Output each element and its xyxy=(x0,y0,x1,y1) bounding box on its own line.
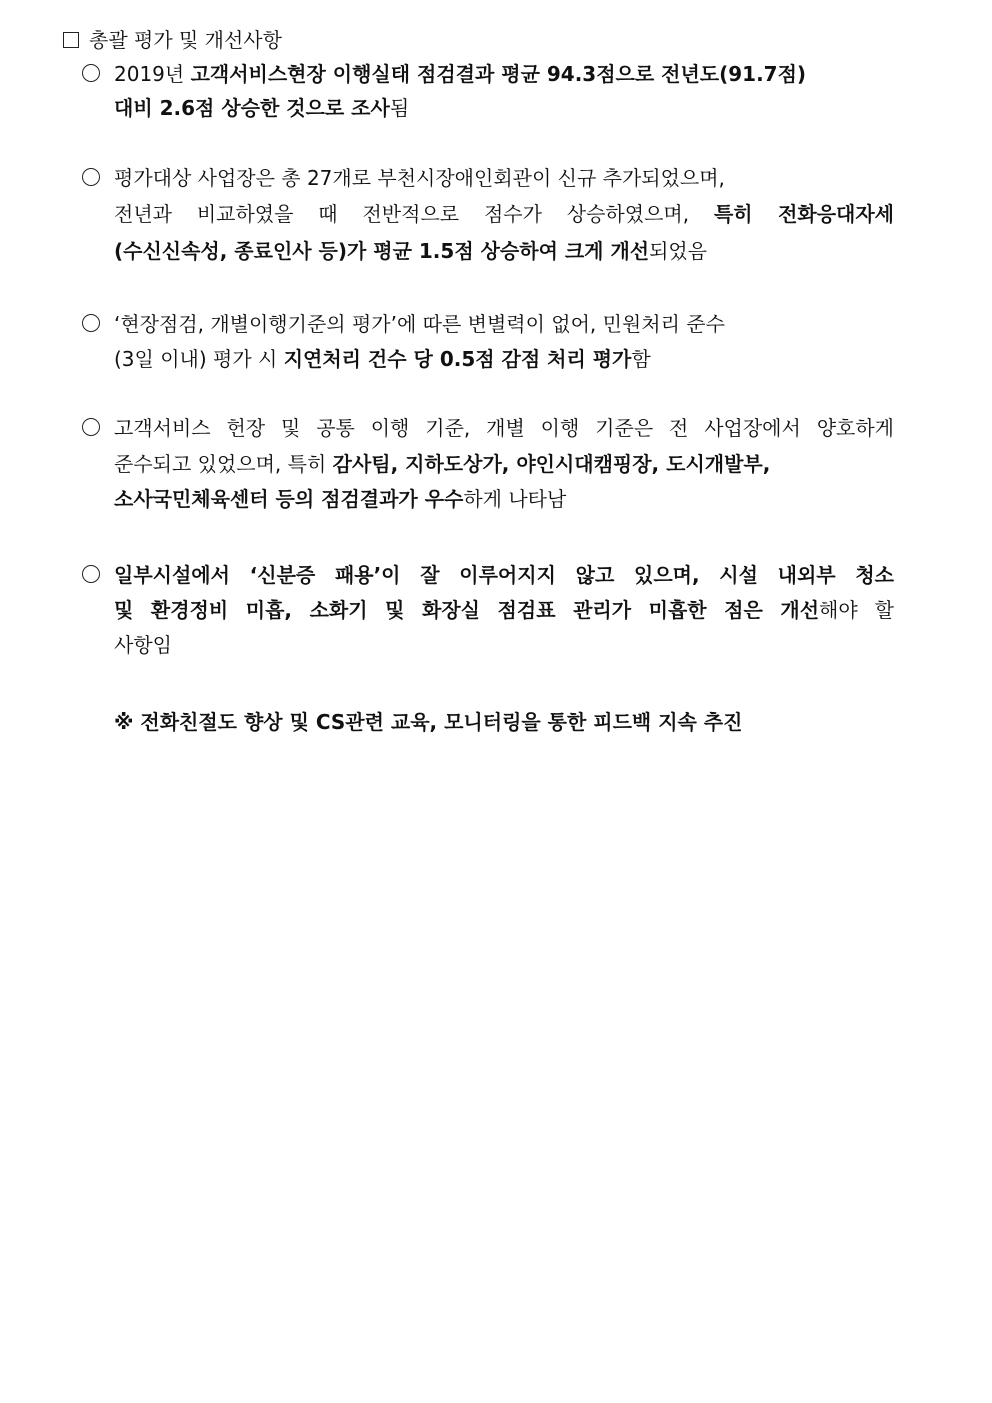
item-line xyxy=(114,414,894,442)
text-run: 되었음 xyxy=(649,239,708,263)
followup-note: ※ 전화친절도 향상 및 CS관련 교육, 모니터링을 통한 피드백 지속 추진 xyxy=(114,710,743,734)
item-line xyxy=(114,94,894,122)
text-run: 특히 전화응대자세 xyxy=(713,202,894,226)
item-line xyxy=(114,164,894,192)
section-heading xyxy=(63,26,282,54)
text-run: (수신신속성, 종료인사 등)가 평균 1.5점 상승하여 크게 개선 xyxy=(114,239,650,263)
text-run: 2019년 xyxy=(114,62,191,86)
text-run: 해야 할 xyxy=(819,598,894,622)
text-run: 사항임 xyxy=(114,633,172,657)
item-line xyxy=(114,237,894,265)
text-run: (3일 이내) 평가 시 xyxy=(114,347,284,371)
circle-bullet-icon xyxy=(82,168,100,186)
text-run: 소사국민체육센터 등의 점검결과가 우수 xyxy=(114,487,464,511)
text-run: 평가대상 사업장은 총 27개로 부천시장애인회관이 신규 추가되었으며, xyxy=(114,166,725,190)
text-run: 하게 나타남 xyxy=(463,487,567,511)
item-line xyxy=(114,200,894,228)
text-run: 고객서비스현장 이행실태 점검결과 평균 94.3점으로 전년도(91.7점) xyxy=(190,62,807,86)
checkbox-square-icon xyxy=(63,32,79,48)
text-run: ‘현장점검, 개별이행기준의 평가’에 따른 변별력이 없어, 민원처리 준수 xyxy=(114,312,725,336)
text-run: 함 xyxy=(631,347,651,371)
item-line xyxy=(114,631,894,659)
item-line xyxy=(114,345,894,373)
text-run: 전년과 비교하였을 때 전반적으로 점수가 상승하였으며, xyxy=(114,202,714,226)
text-run: 감사팀, 지하도상가, 야인시대캠핑장, 도시개발부, xyxy=(332,452,771,476)
section-heading-title: 총괄 평가 및 개선사항 xyxy=(89,28,282,52)
item-line xyxy=(114,60,894,88)
circle-bullet-icon xyxy=(82,418,100,436)
item-line xyxy=(114,596,894,624)
text-run: 및 환경정비 미흡, 소화기 및 화장실 점검표 관리가 미흡한 점은 개선 xyxy=(114,598,820,622)
circle-bullet-icon xyxy=(82,565,100,583)
text-run: 지연처리 건수 당 0.5점 감점 처리 평가 xyxy=(283,347,632,371)
item-line xyxy=(114,310,894,338)
text-run: 대비 2.6점 상승한 것으로 조사 xyxy=(114,96,390,120)
circle-bullet-icon xyxy=(82,64,100,82)
text-run: 됨 xyxy=(389,96,410,120)
item-line xyxy=(114,561,894,589)
item-line xyxy=(114,450,894,478)
text-run: 준수되고 있었으며, 특히 xyxy=(114,452,333,476)
text-run: 일부시설에서 ‘신분증 패용’이 잘 이루어지지 않고 있으며, 시설 내외부 청소 xyxy=(114,563,894,587)
item-line xyxy=(114,485,894,513)
text-run: 고객서비스 헌장 및 공통 이행 기준, 개별 이행 기준은 전 사업장에서 양호하게 xyxy=(114,416,894,440)
circle-bullet-icon xyxy=(82,314,100,332)
